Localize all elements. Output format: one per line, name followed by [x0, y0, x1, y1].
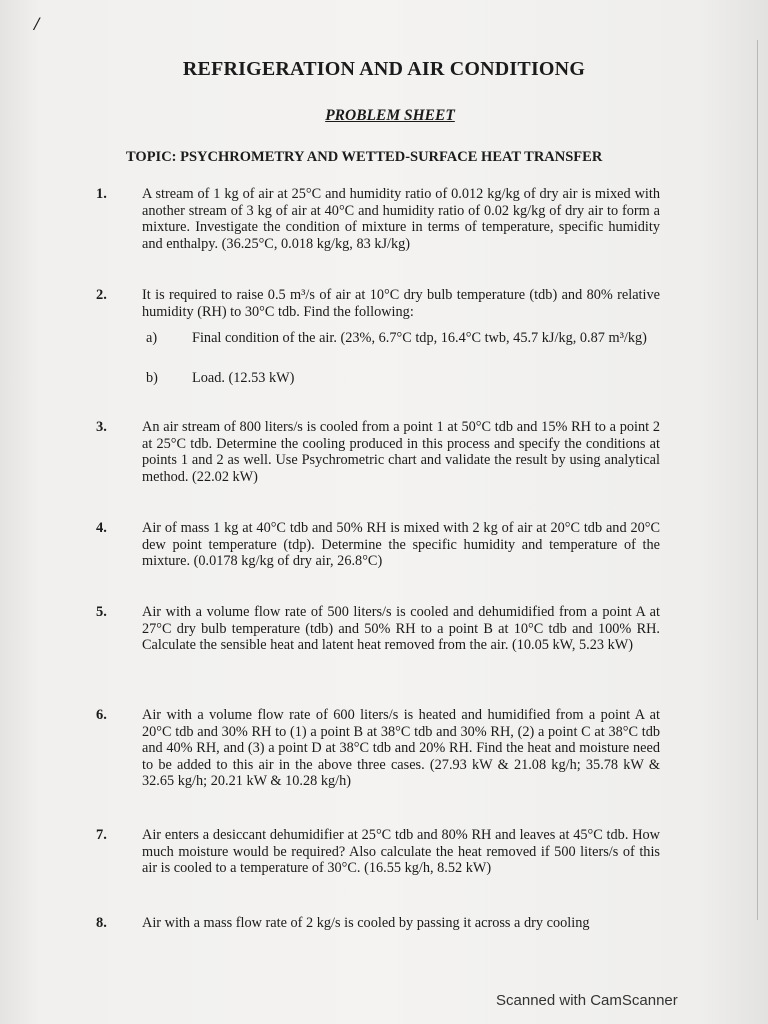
problem-text: An air stream of 800 liters/s is cooled from a point 1 at 50°C tdb and 15% RH to a point 2 at 25°C tdb. Determine the cooling produced in this process and specify the conditions at points 1 and 2 as well. Use Psychrometric chart and validate the result by using analytical method. (22.02 kW) — [142, 419, 660, 485]
problem-number: 7. — [96, 827, 107, 843]
problem-text: Air with a volume flow rate of 500 liters/s is cooled and dehumidified from a point A at 27°C dry bulb temperature (tdb) and 50% RH to a point B at 10°C tdb and 100% RH. Calculate the sensible heat and latent heat removed from the air. (10.05 kW, 5.23 kW) — [142, 604, 660, 654]
problem-number: 4. — [96, 520, 107, 536]
document-subtitle — [0, 107, 768, 125]
topic-heading: TOPIC: PSYCHROMETRY AND WETTED-SURFACE HEAT TRANSFER — [126, 149, 603, 165]
sub-item-text: Load. (12.53 kW) — [192, 370, 295, 386]
sub-item-label: b) — [146, 370, 158, 386]
sub-item-label: a) — [146, 330, 158, 346]
problem-number: 8. — [96, 915, 107, 931]
problem-number: 5. — [96, 604, 107, 620]
problem-text: Air with a volume flow rate of 600 liters/s is heated and humidified from a point A at 20°C tdb and 30% RH to (1) a point B at 38°C tdb and 30% RH, (2) a point C at 38°C tdb and 40% RH, and (3) a point D at 38°C tdb and 20% RH. Find the heat and moisture need to be added to this air in the above three cases. (27.93 kW & 21.08 kg/h; 35.78 kW & 32.65 kg/h; 20.21 kW & 10.28 kg/h) — [142, 707, 660, 790]
page-edge-line — [757, 40, 758, 920]
problem-text: Air with a mass flow rate of 2 kg/s is cooled by passing it across a dry cooling — [142, 915, 590, 931]
problem-number: 2. — [96, 287, 107, 303]
problem-text: A stream of 1 kg of air at 25°C and humidity ratio of 0.012 kg/kg of dry air is mixed with another stream of 3 kg of air at 40°C and humidity ratio of 0.02 kg/kg of dry air to form a mixture. Investigate the condition of mixture in terms of temperature, specific humidity and enthalpy. (36.25°C, 0.018 kg/kg, 83 kJ/kg) — [142, 186, 660, 252]
sub-item-text: Final condition of the air. (23%, 6.7°C tdp, 16.4°C twb, 45.7 kJ/kg, 0.87 m³/kg) — [192, 330, 647, 346]
problem-text: Air enters a desiccant dehumidifier at 25°C tdb and 80% RH and leaves at 45°C tdb. How much moisture would be required? Also calculate the heat removed if 500 liters/s of this air is cooled to a temperature of 30°C. (16.55 kg/h, 8.52 kW) — [142, 827, 660, 877]
document-title: REFRIGERATION AND AIR CONDITIONG — [182, 58, 586, 80]
subtitle-text: PROBLEM SHEET — [325, 107, 455, 124]
problem-number: 6. — [96, 707, 107, 723]
problem-number: 1. — [96, 186, 107, 202]
problem-number: 3. — [96, 419, 107, 435]
problem-text: It is required to raise 0.5 m³/s of air at 10°C dry bulb temperature (tdb) and 80% relative humidity (RH) to 30°C tdb. Find the following: — [142, 287, 660, 320]
problem-text: Air of mass 1 kg at 40°C tdb and 50% RH is mixed with 2 kg of air at 20°C tdb and 20°C dew point temperature (tdp). Determine the specific humidity and temperature of the mixture. (0.0178 kg/kg of dry air, 26.8°C) — [142, 520, 660, 570]
corner-mark: / — [34, 14, 40, 35]
camscanner-watermark: Scanned with CamScanner — [496, 992, 678, 1009]
